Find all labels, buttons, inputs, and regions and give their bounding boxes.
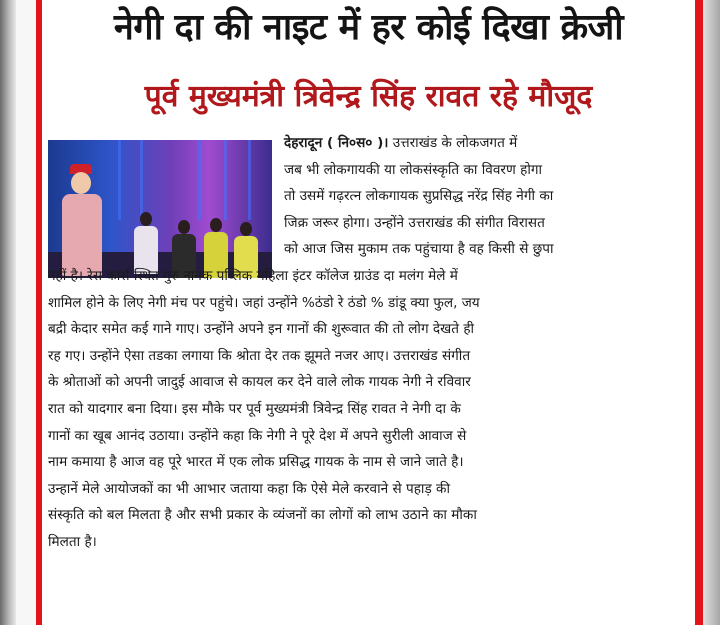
- body-line: को आज जिस मुकाम तक पहुंचाया है वह किसी से छुपा: [284, 241, 554, 258]
- body-line: जब भी लोकगायकी या लोकसंस्कृति का विवरण होगा: [284, 161, 543, 178]
- article-body: [48, 130, 688, 556]
- body-line: के श्रोताओं को अपनी जादुई आवाज से कायल कर देने वाले लोक गायक नेगी ने रविवार: [48, 374, 471, 391]
- subheadline: पूर्व मुख्यमंत्री त्रिवेन्द्र सिंह रावत रहे मौजूद: [144, 79, 593, 114]
- dateline: देहरादून ( नि०स० )।: [284, 135, 389, 151]
- body-line: नाम कमाया है आज वह पूरे भारत में एक लोक प्रसिद्ध गायक के नाम से जाने जाते है।: [48, 454, 464, 471]
- body-line: बद्री केदार समेत कई गाने गाए। उन्होंने अपने इन गानों की शुरूवात की तो लोग देखते ही: [48, 321, 475, 338]
- body-line: गानों का खूब आनंद उठाया। उन्होंने कहा कि नेगी ने पूरे देश में अपने सुरीली आवाज से: [48, 427, 467, 444]
- body-line: शामिल होने के लिए नेगी मंच पर पहुंचे। जहां उन्होंने %ठंडो रे ठंडो % डांडू क्या फुल, जय: [48, 294, 480, 311]
- body-line: मिलता है।: [48, 533, 97, 550]
- body-line: उन्हानें मेले आयोजकों का भी आभार जताया कहा कि ऐसे मेले करवाने से पहाड़ की: [48, 480, 451, 497]
- newspaper-clipping: [42, 0, 695, 625]
- body-line: संस्कृति को बल मिलता है और सभी प्रकार के व्यंजनों का लोगों को लाभ उठाने का मौका: [48, 507, 477, 524]
- body-line: जिक्र जरूर होगा। उन्होंने उत्तराखंड की संगीत विरासत: [284, 214, 545, 231]
- body-line: रह गए। उन्होंने ऐसा तडका लगाया कि श्रोता देर तक झूमते नजर आए। उत्तराखंड संगीत: [48, 347, 471, 364]
- body-line: देहरादून ( नि०स० )। उत्तराखंड के लोकजगत में: [284, 135, 518, 151]
- body-line: रात को यादगार बना दिया। इस मौके पर पूर्व मुख्यमंत्री त्रिवेन्द्र सिंह रावत ने नेगी दा के: [48, 400, 461, 417]
- left-shadow-edge: [0, 0, 16, 625]
- right-red-border: [695, 0, 703, 625]
- headline: नेगी दा की नाइट में हर कोई दिखा क्रेजी: [113, 7, 624, 48]
- body-line: तो उसमें गढ़रत्न लोकगायक सुप्रसिद्ध नरेंद्र सिंह नेगी का: [284, 188, 554, 205]
- body-line: नहीं है। रेस कार्स स्थित गुरु नानक पब्लिक महिला इंटर कॉलेज ग्राउंड दा मलंग मेले में: [48, 267, 458, 284]
- right-shadow-edge: [703, 0, 720, 625]
